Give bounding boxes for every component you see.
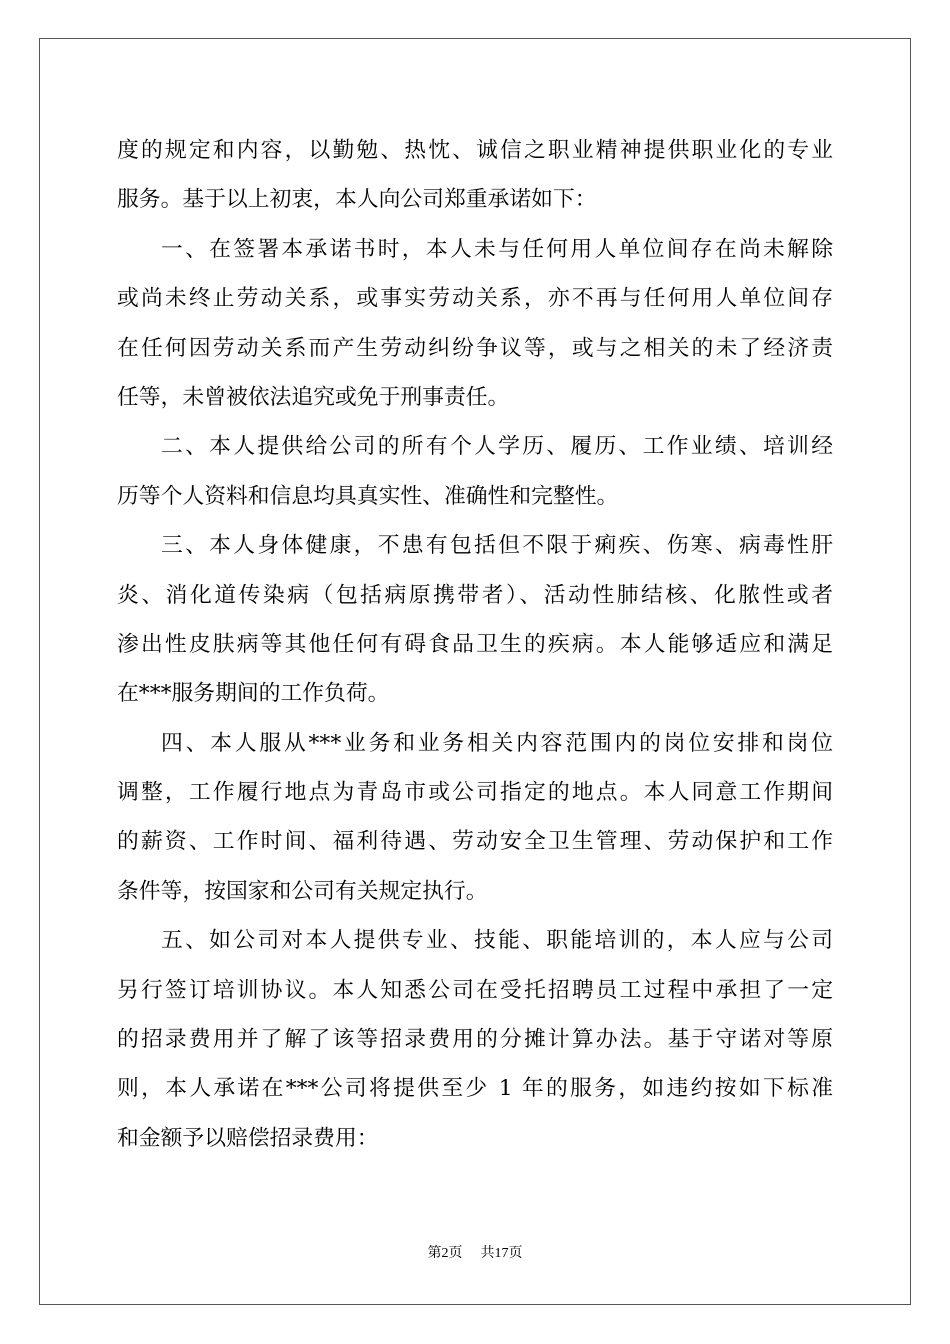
text-line: 另行签订培训协议。本人知悉公司在受托招聘员工过程中承担了一定 xyxy=(117,977,833,1003)
text-line: 渗出性皮肤病等其他任何有碍食品卫生的疾病。本人能够适应和满足 xyxy=(117,631,833,657)
text-line: 任等，未曾被依法追究或免于刑事责任。 xyxy=(117,384,510,410)
text-line: 条件等，按国家和公司有关规定执行。 xyxy=(117,878,488,904)
text-line: 炎、消化道传染病（包括病原携带者）、活动性肺结核、化脓性或者 xyxy=(117,582,833,608)
text-line: 或尚未终止劳动关系，或事实劳动关系，亦不再与任何用人单位间存 xyxy=(117,286,833,312)
text-line: 三、本人身体健康，不患有包括但不限于痢疾、伤寒、病毒性肝 xyxy=(161,533,833,559)
text-line: 的招录费用并了解了该等招录费用的分摊计算办法。基于守诺对等原 xyxy=(117,1027,833,1053)
text-line: 历等个人资料和信息均具真实性、准确性和完整性。 xyxy=(117,483,619,509)
page-number-total: 共17页 xyxy=(480,1246,523,1261)
text-line: 度的规定和内容，以勤勉、热忱、诚信之职业精神提供职业化的专业 xyxy=(117,138,833,163)
text-line: 调整，工作履行地点为青岛市或公司指定的地点。本人同意工作期间 xyxy=(117,780,833,806)
text-line: 一、在签署本承诺书时，本人未与任何用人单位间存在尚未解除 xyxy=(161,236,833,262)
text-line: 的薪资、工作时间、福利待遇、劳动安全卫生管理、劳动保护和工作 xyxy=(117,829,833,855)
text-line: 则，本人承诺在***公司将提供至少 1 年的服务，如违约按如下标准 xyxy=(117,1076,833,1102)
text-line: 二、本人提供给公司的所有个人学历、履历、工作业绩、培训经 xyxy=(161,434,833,460)
text-line: 服务。基于以上初衷，本人向公司郑重承诺如下： xyxy=(117,187,597,213)
text-line: 和金额予以赔偿招录费用： xyxy=(117,1125,379,1151)
page-number-current: 第2页 xyxy=(427,1246,463,1261)
document-body xyxy=(117,126,833,1163)
text-line: 四、本人服从***业务和业务相关内容范围内的岗位安排和岗位 xyxy=(161,730,833,756)
text-line: 五、如公司对本人提供专业、技能、职能培训的，本人应与公司 xyxy=(161,928,833,954)
text-line: 在任何因劳动关系而产生劳动纠纷争议等，或与之相关的未了经济责 xyxy=(117,335,833,361)
page-footer xyxy=(0,1245,950,1263)
text-line: 在***服务期间的工作负荷。 xyxy=(117,681,390,707)
